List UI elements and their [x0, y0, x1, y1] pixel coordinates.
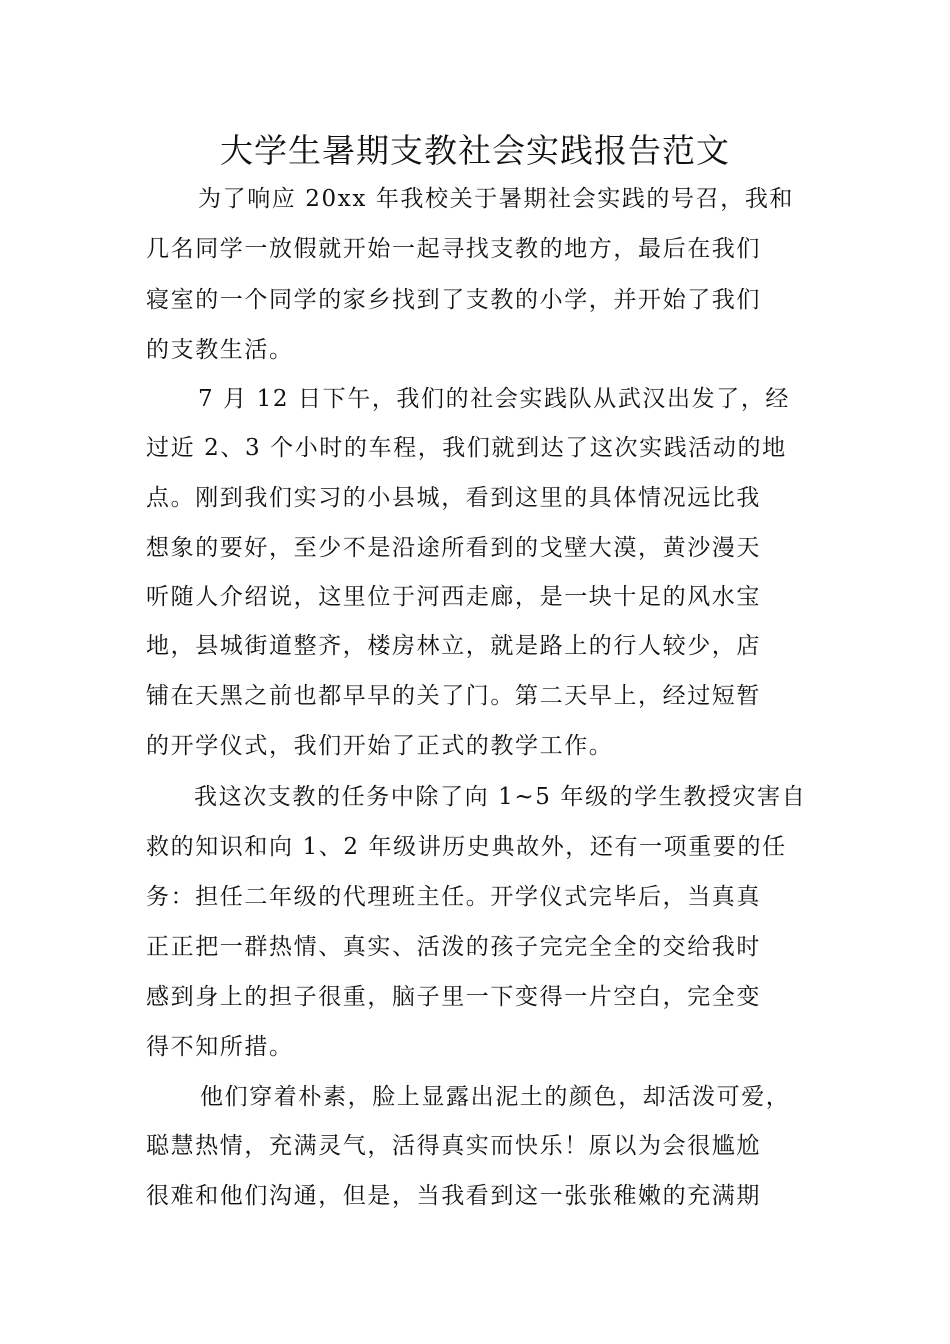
paragraph-1-line-2: 几名同学一放假就开始一起寻找支教的地方，最后在我们 [146, 236, 761, 262]
paragraph-2-line-2: 过近 2、3 个小时的车程，我们就到达了这次实践活动的地 [146, 435, 787, 461]
paragraph-2-line-1: 7 月 12 日下午，我们的社会实践队从武汉出发了，经 [198, 386, 791, 412]
paragraph-3-line-4: 正正把一群热情、真实、活泼的孩子完完全全的交给我时 [146, 934, 761, 960]
paragraph-4-line-3: 很难和他们沟通，但是，当我看到这一张张稚嫩的充满期 [146, 1183, 761, 1209]
paragraph-4-line-2: 聪慧热情，充满灵气，活得真实而快乐！原以为会很尴尬 [146, 1133, 761, 1159]
paragraph-2-line-8: 的开学仪式，我们开始了正式的教学工作。 [146, 733, 614, 759]
document-title: 大学生暑期支教社会实践报告范文 [220, 131, 730, 170]
paragraph-2-line-6: 地，县城街道整齐，楼房林立，就是路上的行人较少，店 [146, 633, 761, 659]
paragraph-3-line-2: 救的知识和向 1、2 年级讲历史典故外，还有一项重要的任 [146, 834, 787, 860]
paragraph-4-line-1: 他们穿着朴素，脸上显露出泥土的颜色，却活泼可爱， [200, 1084, 791, 1110]
paragraph-1-line-1: 为了响应 20xx 年我校关于暑期社会实践的号召，我和 [198, 186, 795, 212]
paragraph-1-line-3: 寝室的一个同学的家乡找到了支教的小学，并开始了我们 [146, 287, 761, 313]
paragraph-3-line-5: 感到身上的担子很重，脑子里一下变得一片空白，完全变 [146, 984, 761, 1010]
paragraph-3-line-1: 我这次支教的任务中除了向 1~5 年级的学生教授灾害自 [194, 784, 807, 810]
paragraph-3-line-3: 务：担任二年级的代理班主任。开学仪式完毕后，当真真 [146, 884, 761, 910]
paragraph-3-line-6: 得不知所措。 [146, 1034, 294, 1060]
paragraph-2-line-5: 听随人介绍说，这里位于河西走廊，是一块十足的风水宝 [146, 584, 761, 610]
paragraph-1-line-4: 的支教生活。 [146, 337, 294, 363]
paragraph-2-line-3: 点。刚到我们实习的小县城，看到这里的具体情况远比我 [146, 485, 761, 511]
paragraph-2-line-7: 铺在天黑之前也都早早的关了门。第二天早上，经过短暂 [146, 683, 761, 709]
paragraph-2-line-4: 想象的要好，至少不是沿途所看到的戈壁大漠，黄沙漫天 [146, 535, 761, 561]
